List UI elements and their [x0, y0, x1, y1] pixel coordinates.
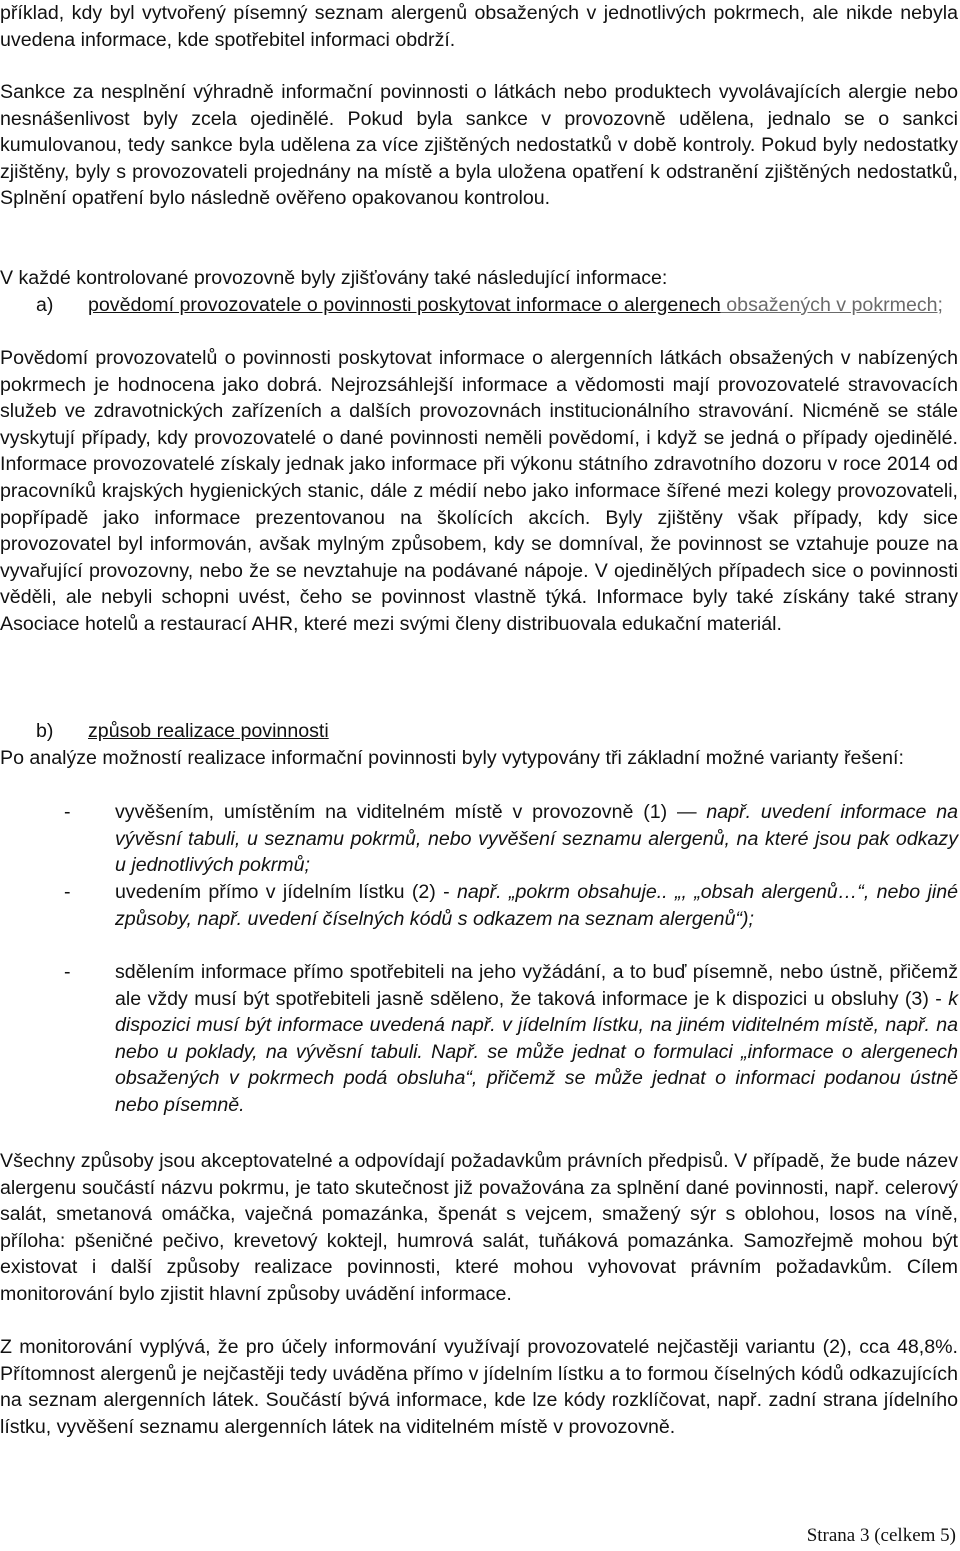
paragraph-awareness: Povědomí provozovatelů o povinnosti poskytovat informace o alergenních látkách obsažených v nabízených pokrmech je hodnocena jako dobrá. Nejrozsáhlejší informace a vědomosti mají provozovatelé stravovacích služeb ve zdravotnických zařízeních a dalších provozovnách institucionálního stravování. Nicméně se stále vyskytují případy, kdy provozovatelé o dané povinnosti neměli povědomí, i když se jedná o případy ojedinělé. Informace provozovatelé získaly jednak jako informace při výkonu státního zdravotního dozoru v roce 2014 od pracovníků krajských hygienických stanic, dále z médií nebo jako informace šířené mezi kolegy provozovateli, popřípadě jako informace prezentovanou na školících akcích. Byly zjištěny však případy, kdy sice provozovatel byl informován, avšak mylným způsobem, kdy se domníval, že povinnost se vztahuje pouze na vyvařující provozovny, nebo že se nevztahuje na podávané nápoje. V ojedinělých případech sice o povinnosti věděli, ale nebyli schopni uvést, čeho se povinnost vlastně týká. Informace byly také získány také strany Asociace hotelů a restaurací AHR, které mezi svými členy distribuovala edukační materiál.	[0, 347, 958, 635]
variant-italic-3: k dispozici musí být informace uvedená např. v jídelním lístku, na jiném viditelném místě, např. na nebo u poklady, na vývěsní tabuli. Např. se může jednat o formulaci „informace o alergenech obsažených v pokrmech podá obsluha“, přičemž se může jednat o informaci podanou ústně nebo písemně.	[115, 987, 958, 1116]
variant-italic-2: např. „pokrm obsahuje.. „, „obsah alergenů…“, nebo jiné způsoby, např. uvedení číselných kódů s odkazem na seznam alergenů“);	[115, 881, 958, 930]
paragraph-information-intro: V každé kontrolované provozovně byly zjišťovány také následující informace:	[0, 267, 668, 289]
page-number: Strana 3 (celkem 5)	[806, 1525, 956, 1546]
list-label-b: b)	[36, 720, 54, 742]
bullet-dash: -	[64, 881, 71, 903]
paragraph-sanctions: Sankce za nesplnění výhradně informační povinnosti o látkách nebo produktech vyvolávajících alergie nebo nesnášenlivost byly zcela ojedinělé. Pokud byla sankce v provozovně udělena, jednalo se o sankci kumulovanou, tedy sankce byla udělena za více zjištěných nedostatků v době kontroly. Pokud byly nedostatky zjištěny, byly s provozovateli projednány na místě a byla uložena opatření k odstranění zjištěných nedostatků, Splnění opatření bylo následně ověřeno opakovanou kontrolou.	[0, 81, 958, 210]
variant-text-1	[115, 799, 958, 879]
paragraph-intro: příklad, kdy byl vytvořený písemný seznam alergenů obsažených v jednotlivých pokrmech, ale nikde nebyla uvedena informace, kde spotřebitel informaci obdrží.	[0, 2, 958, 51]
heading-method: způsob realizace povinnosti	[88, 720, 329, 742]
variant-plain-2: uvedením přímo v jídelním lístku (2) -	[115, 881, 457, 903]
variant-text-3	[115, 959, 958, 1119]
variant-plain-3: sdělením informace přímo spotřebiteli na jeho vyžádání, a to buď písemně, nebo ústně, přičemž ale vždy musí být spotřebiteli jasně sděleno, že taková informace je k dispozici u obsluhy (3) -	[115, 961, 958, 1010]
heading-awareness-continued: obsažených v pokrmech;	[720, 294, 943, 316]
list-label-a: a)	[36, 294, 54, 316]
variant-text-2	[115, 879, 958, 932]
paragraph-monitoring: Z monitorování vyplývá, že pro účely informování využívají provozovatelé nejčastěji variantu (2), cca 48,8%. Přítomnost alergenů je nejčastěji tedy uváděna přímo v jídelním lístku a to formou číselných kódů odkazujících na seznam alergenních látek. Součástí bývá informace, kde lze kódy rozklíčovat, např. zadní strana jídelního lístku, vyvěšení seznamu alergenních látek na viditelném místě v provozovně.	[0, 1336, 958, 1438]
paragraph-analysis: Po analýze možností realizace informační povinnosti byly vytypovány tři základní možné varianty řešení:	[0, 747, 904, 769]
heading-awareness: povědomí provozovatele o povinnosti poskytovat informace o alergenech	[88, 294, 721, 316]
paragraph-acceptability: Všechny způsoby jsou akceptovatelné a odpovídají požadavkům právních předpisů. V případě, že bude název alergenu součástí názvu pokrmu, je tato skutečnost již považována za splnění dané povinnosti, např. celerový salát, smetanová omáčka, vaječná pomazánka, špenát s vejcem, smažený sýr s oblohou, losos na víně, příloha: pšeničné pečivo, krevetový koktejl, humrová salát, tuňáková pomazánka. Samozřejmě mohou být existovat i další způsoby realizace povinnosti, které mohou vyhovovat právním požadavkům. Cílem monitorování bylo zjistit hlavní způsoby uvádění informace.	[0, 1150, 958, 1305]
bullet-dash: -	[64, 961, 71, 983]
variant-italic-1: např. uvedení informace na vývěsní tabuli, u seznamu pokrmů, nebo vyvěšení seznamu alergenů, na které jsou pak odkazy u jednotlivých pokrmů;	[115, 801, 958, 877]
list-item-b	[0, 718, 958, 745]
variant-plain-1: vyvěšením, umístěním na viditelném místě v provozovně (1) —	[115, 801, 707, 823]
bullet-dash: -	[64, 801, 71, 823]
list-item-a	[0, 292, 958, 319]
